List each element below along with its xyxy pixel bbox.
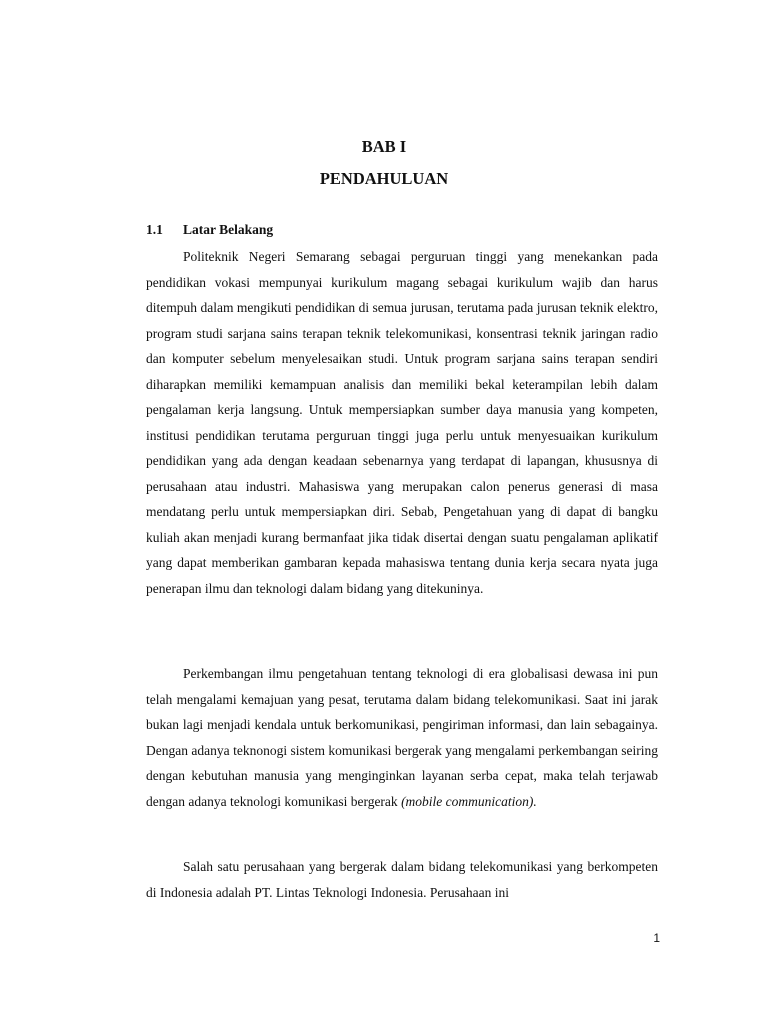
paragraph-text: Perkembangan ilmu pengetahuan tentang teknologi di era globalisasi dewasa ini pun telah mengalami kemajuan yang pesat, terutama dalam bidang telekomunikasi. Saat ini jarak bukan lagi menjadi kendala untuk berkomunikasi, pengiriman informasi, dan lain sebagainya. Dengan adanya teknonogi sistem komunikasi bergerak yang mengalami perkembangan seiring dengan kebutuhan manusia yang menginginkan layanan serba cepat, maka telah terjawab dengan adanya teknologi komunikasi bergerak — [146, 666, 658, 809]
paragraph-italic-term: (mobile communication). — [401, 793, 537, 809]
chapter-number: BAB I — [361, 137, 407, 156]
section-title: Latar Belakang — [183, 222, 274, 237]
section-number: 1.1 — [146, 222, 163, 237]
paragraph-text: Salah satu perusahaan yang bergerak dalam bidang telekomunikasi yang berkompeten di Indonesia adalah PT. Lintas Teknologi Indonesia. Perusahaan ini — [146, 859, 658, 900]
paragraph — [146, 661, 658, 814]
page-number: 1 — [653, 931, 660, 945]
chapter-title: PENDAHULUAN — [319, 169, 449, 188]
paragraph-text: Politeknik Negeri Semarang sebagai perguruan tinggi yang menekankan pada pendidikan vokasi mempunyai kurikulum magang sebagai kurikulum wajib dan harus ditempuh dalam mengikuti pendidikan di semua jurusan, terutama pada jurusan teknik elektro, program studi sarjana sains terapan teknik telekomunikasi, konsentrasi teknik jaringan radio dan komputer sebelum menyelesaikan studi. Untuk program sarjana sains terapan sendiri diharapkan memiliki kemampuan analisis dan memiliki bekal keterampilan lebih dalam pengalaman kerja langsung. Untuk mempersiapkan sumber daya manusia yang kompeten, institusi pendidikan terutama perguruan tinggi juga perlu untuk menyesuaikan kurikulum pendidikan yang ada dengan keadaan sebenarnya yang terdapat di lapangan, khususnya di perusahaan atau industri. Mahasiswa yang merupakan calon penerus generasi di masa mendatang perlu untuk mempersiapkan diri. Sebab, Pengetahuan yang di dapat di bangku kuliah akan menjadi kurang bermanfaat jika tidak disertai dengan suatu pengalaman aplikatif yang dapat memberikan gambaran kepada mahasiswa tentang dunia kerja secara nyata juga penerapan ilmu dan teknologi dalam bidang yang ditekuninya. — [146, 249, 658, 596]
section-heading — [146, 220, 273, 240]
paragraph — [146, 854, 658, 905]
paragraph — [146, 244, 658, 601]
